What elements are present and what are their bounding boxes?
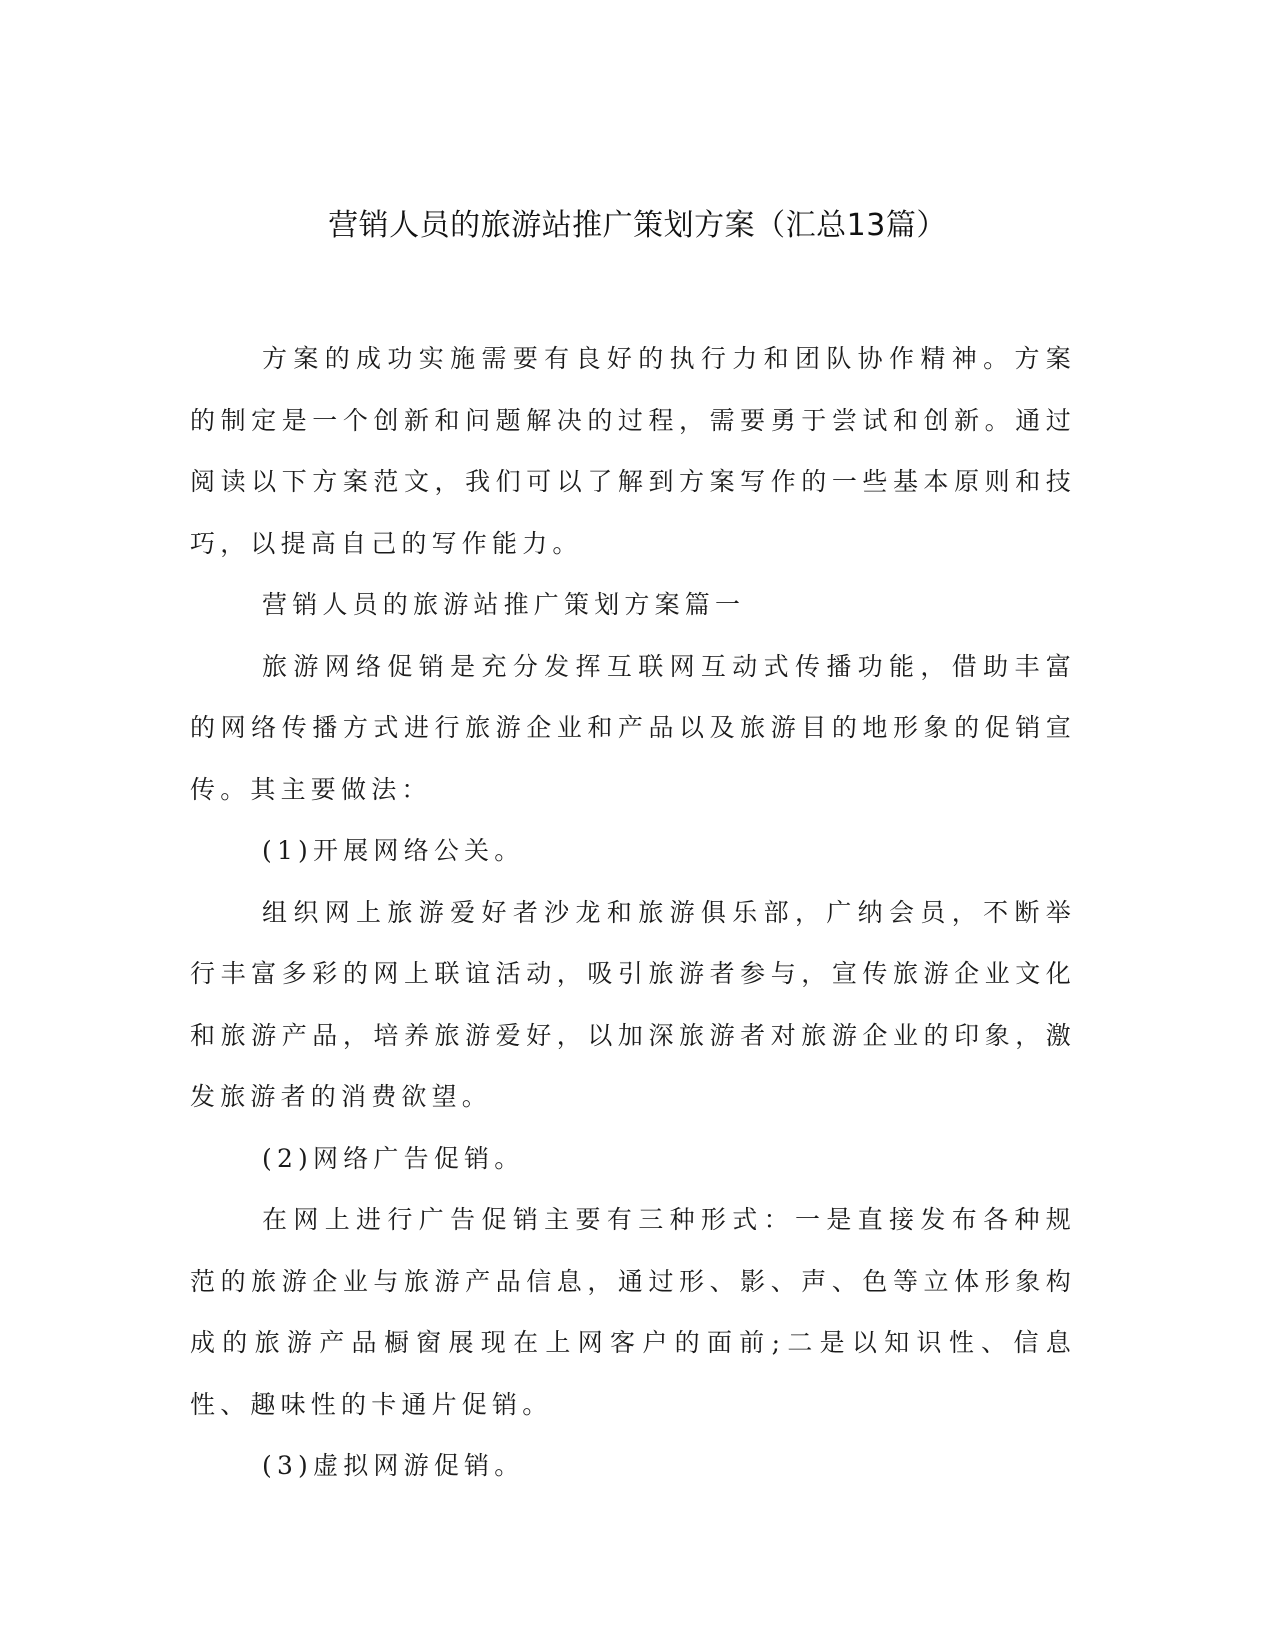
document-title: 营销人员的旅游站推广策划方案（汇总13篇） — [328, 208, 947, 243]
body-paragraph: 组织网上旅游爱好者沙龙和旅游俱乐部，广纳会员，不断举行丰富多彩的网上联谊活动，吸引旅游者参与，宣传旅游企业文化和旅游产品，培养旅游爱好，以加深旅游者对旅游企业的印象，激发旅游者的消费欲望。 — [190, 897, 1076, 1111]
body-paragraph: 旅游网络促销是充分发挥互联网互动式传播功能，借助丰富的网络传播方式进行旅游企业和产品以及旅游目的地形象的促销宣传。其主要做法： — [190, 651, 1076, 804]
intro-paragraph: 方案的成功实施需要有良好的执行力和团队协作精神。方案的制定是一个创新和问题解决的过程，需要勇于尝试和创新。通过阅读以下方案范文，我们可以了解到方案写作的一些基本原则和技巧，以提高自己的写作能力。 — [190, 344, 1076, 558]
document-body — [190, 328, 1076, 1497]
list-item-heading: (3)虚拟网游促销。 — [262, 1451, 525, 1480]
list-item-heading: (2)网络广告促销。 — [262, 1143, 525, 1173]
list-item-heading: (1)开展网络公关。 — [262, 836, 525, 865]
section-heading: 营销人员的旅游站推广策划方案篇一 — [262, 590, 746, 619]
body-paragraph: 在网上进行广告促销主要有三种形式：一是直接发布各种规范的旅游企业与旅游产品信息，通过形、影、声、色等立体形象构成的旅游产品橱窗展现在上网客户的面前;二是以知识性、信息性、趣味性的卡通片促销。 — [190, 1205, 1076, 1419]
